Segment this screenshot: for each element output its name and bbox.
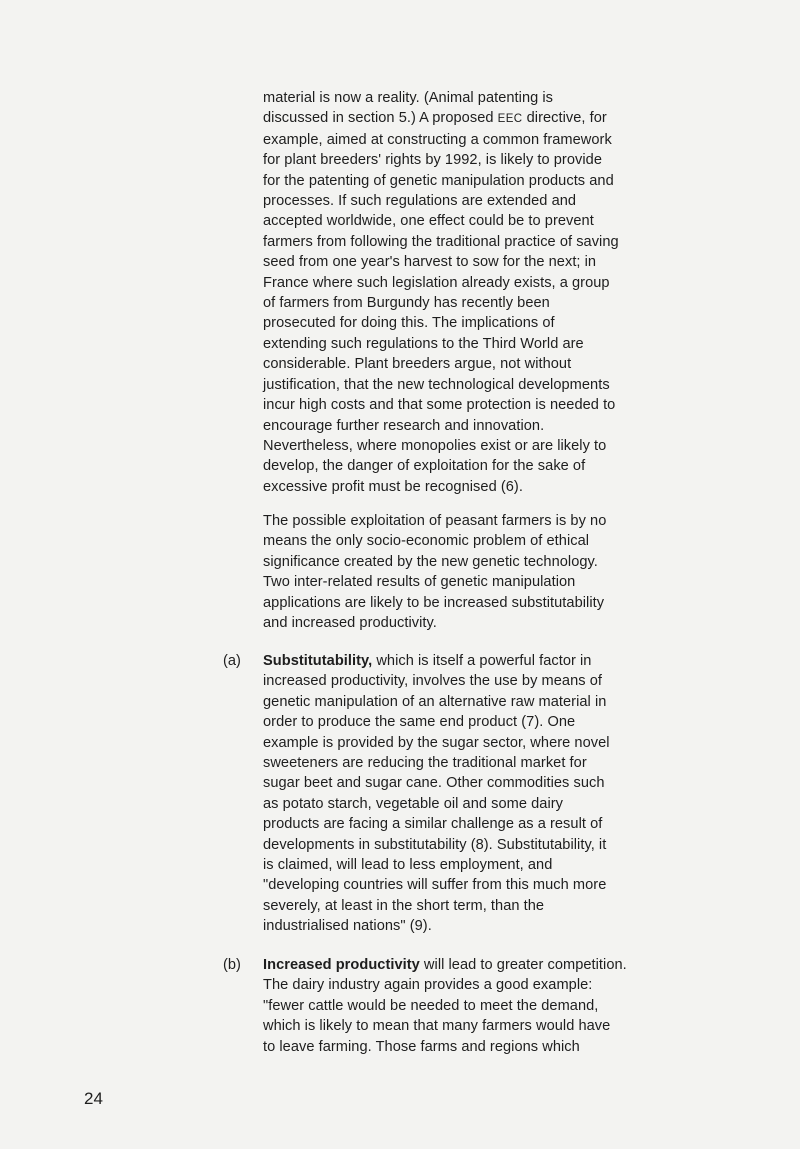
text-line: as potato starch, vegetable oil and some dairy: [263, 795, 564, 812]
text-line: order to produce the same end product (7). One: [263, 714, 576, 731]
text-line: encourage further research and innovation.: [263, 417, 545, 434]
text-line: seed from one year's harvest to sow for the next; in: [263, 254, 597, 271]
text-line: "fewer cattle would be needed to meet the demand,: [263, 997, 599, 1014]
text-line: means the only socio-economic problem of ethical: [263, 533, 590, 550]
text-line: prosecuted for doing this. The implications of: [263, 315, 555, 332]
text-line: accepted worldwide, one effect could be to prevent: [263, 213, 594, 230]
text-line: processes. If such regulations are extended and: [263, 193, 577, 210]
text-line: products are facing a similar challenge as a result of: [263, 816, 603, 833]
text-fragment: which is itself a powerful factor in: [372, 653, 592, 669]
text-line: "developing countries will suffer from this much more: [263, 877, 607, 894]
text-line: France where such legislation already exists, a group: [263, 274, 610, 291]
text-fragment: will lead to greater competition.: [419, 957, 627, 973]
text-line: developments in substitutability (8). Substitutability, it: [263, 836, 607, 853]
list-label-b: (b): [223, 957, 241, 973]
text-line: sweeteners are reducing the traditional market for: [263, 755, 587, 772]
text-line: for the patenting of genetic manipulation products and: [263, 172, 614, 189]
text-line: [263, 108, 628, 129]
text-line: Nevertheless, where monopolies exist or are likely to: [263, 437, 607, 454]
text-line: industrialised nations" (9).: [263, 918, 432, 935]
text-line: [263, 651, 628, 671]
text-fragment: directive, for: [522, 110, 607, 127]
paragraph-socio-economic: [263, 511, 628, 633]
text-line: for plant breeders' rights by 1992, is likely to provide: [263, 152, 602, 169]
text-line: The possible exploitation of peasant farmers is by no: [263, 513, 607, 529]
text-fragment: discussed in section 5.) A proposed: [263, 110, 498, 127]
text-line: increased productivity, involves the use by means of: [263, 673, 602, 690]
term-increased-productivity: Increased productivity: [263, 957, 420, 973]
list-item-productivity: [263, 955, 628, 1057]
text-line: excessive profit must be recognised (6).: [263, 478, 523, 495]
text-line: genetic manipulation of an alternative raw material in: [263, 693, 607, 710]
text-line: example is provided by the sugar sector, where novel: [263, 734, 610, 751]
text-line: sugar beet and sugar cane. Other commodities such: [263, 775, 605, 792]
text-line: material is now a reality. (Animal patenting is: [263, 90, 554, 106]
list-item-substitutability: [263, 651, 628, 937]
text-line: of farmers from Burgundy has recently been: [263, 295, 550, 312]
text-line: considerable. Plant breeders argue, not without: [263, 356, 572, 373]
text-line: [263, 955, 628, 975]
term-substitutability: Substitutability,: [263, 653, 373, 669]
page-number: 24: [84, 1089, 103, 1108]
text-line: applications are likely to be increased substitutability: [263, 594, 605, 611]
text-line: Two inter-related results of genetic manipulation: [263, 574, 576, 591]
text-line: justification, that the new technological developments: [263, 376, 610, 393]
text-line: farmers from following the traditional practice of saving: [263, 233, 619, 250]
text-line: severely, at least in the short term, than the: [263, 897, 545, 914]
abbreviation-eec: EEC: [497, 113, 523, 126]
text-line: develop, the danger of exploitation for the sake of: [263, 458, 586, 475]
text-line: extending such regulations to the Third World are: [263, 335, 584, 352]
text-line: example, aimed at constructing a common framework: [263, 131, 612, 148]
text-line: is claimed, will lead to less employment, and: [263, 857, 553, 874]
text-line: The dairy industry again provides a good example:: [263, 977, 593, 994]
text-line: and increased productivity.: [263, 615, 437, 632]
list-label-a: (a): [223, 653, 241, 669]
text-line: significance created by the new genetic technology.: [263, 553, 598, 570]
text-line: incur high costs and that some protection is needed to: [263, 397, 616, 414]
text-line: to leave farming. Those farms and regions which: [263, 1038, 580, 1055]
paragraph-patenting: [263, 88, 628, 497]
text-line: which is likely to mean that many farmers would have: [263, 1018, 611, 1035]
